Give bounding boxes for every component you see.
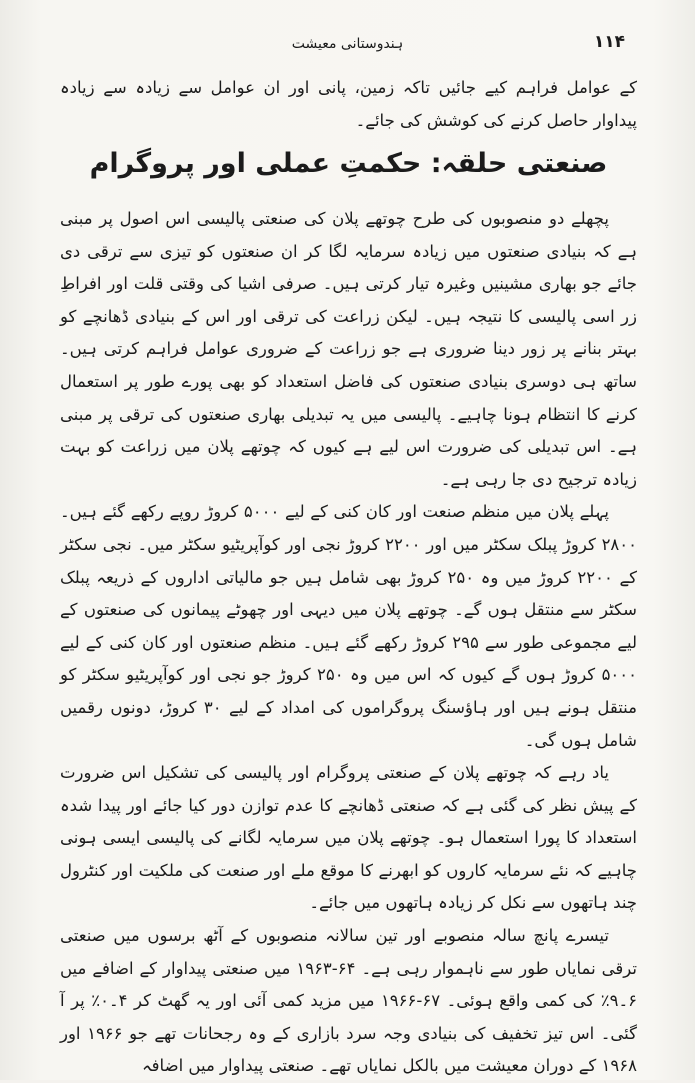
intro-text-block bbox=[60, 72, 637, 137]
paragraph-3: یاد رہے کہ چوتھے پلان کے صنعتی پروگرام اور پالیسی کی تشکیل اس ضرورت کے پیش نظر کی گئی ہے کہ صنعتی ڈھانچے کا عدم توازن دور کیا جائے اور پیدا شدہ استعداد کا پورا استعمال ہو۔ چوتھے پلان میں سرمایہ لگانے کی پالیسی ایسی ہونی چاہیے کہ نئے سرمایہ کاروں کو ابھرنے کا موقع ملے اور صنعت کی ملکیت اور کنٹرول چند ہاتھوں سے نکل کر زیادہ ہاتھوں میں جائے۔ bbox=[60, 763, 637, 913]
page-number: ۱۱۴ bbox=[593, 32, 625, 52]
section-heading: صنعتی حلقہ: حکمتِ عملی اور پروگرام bbox=[89, 148, 608, 179]
main-text-block bbox=[60, 203, 637, 1083]
running-title: ہندوستانی معیشت bbox=[291, 36, 404, 52]
paragraph-1: پچھلے دو منصوبوں کی طرح چوتھے پلان کی صنعتی پالیسی اس اصول پر مبنی ہے کہ بنیادی صنعتوں میں زیادہ سرمایہ لگا کر ان صنعتوں کو تیزی سے ترقی دی جائے جو بھاری مشینیں وغیرہ تیار کرتی ہیں۔ صرفی اشیا کی وقتی قلت اور افراطِ زر اسی پالیسی کا نتیجہ ہیں۔ لیکن زراعت کی ترقی اور اس کے بنیادی ڈھانچے کو بہتر بنانے پر زور دینا ضروری ہے جو زراعت کے ضروری عوامل فراہم کرتی ہیں۔ ساتھ ہی دوسری بنیادی صنعتوں کی فاضل استعداد کو بھی پورے طور پر استعمال کرنے کا انتظام ہونا چاہیے۔ پالیسی میں یہ تبدیلی بھاری صنعتوں کی ترقی پر مبنی ہے۔ اس تبدیلی کی ضرورت اس لیے ہے کیوں کہ چوتھے پلان میں زراعت کو بہت زیادہ ترجیح دی جا رہی ہے۔ bbox=[60, 209, 637, 489]
page-header bbox=[70, 32, 625, 60]
intro-paragraph: کے عوامل فراہم کیے جائیں تاکہ زمین، پانی اور ان عوامل سے زیادہ سے زیادہ پیداوار حاصل کرنے کی کوشش کی جائے۔ bbox=[60, 78, 637, 130]
paragraph-4: تیسرے پانچ سالہ منصوبے اور تین سالانہ منصوبوں کے آٹھ برسوں میں صنعتی ترقی نمایاں طور سے ناہموار رہی ہے۔ ۶۴-۱۹۶۳ میں صنعتی پیداوار کے اضافے میں ۶۔۹٪ کی کمی واقع ہوئی۔ ۶۷-۱۹۶۶ میں مزید کمی آئی اور یہ گھٹ کر ۴۔۰٪ پر آ گئی۔ اس تیز تخفیف کی بنیادی وجہ سرد بازاری کے وہ رجحانات تھے جو ۱۹۶۶ اور ۱۹۶۸ کے دوران معیشت میں بالکل نمایاں تھے۔ صنعتی پیداوار میں اضافہ bbox=[60, 926, 637, 1076]
paragraph-2: پہلے پلان میں منظم صنعت اور کان کنی کے لیے ۵۰۰۰ کروڑ روپے رکھے گئے ہیں۔ ۲۸۰۰ کروڑ پبلک سکٹر میں اور ۲۲۰۰ کروڑ نجی اور کوآپریٹیو سکٹر میں۔ نجی سکٹر کے ۲۲۰۰ کروڑ میں وہ ۲۵۰ کروڑ بھی شامل ہیں جو مالیاتی اداروں کے ذریعہ پبلک سکٹر سے منتقل ہوں گے۔ چوتھے پلان میں دیہی اور چھوٹے پیمانوں کی صنعتوں کے لیے مجموعی طور سے ۲۹۵ کروڑ رکھے گئے ہیں۔ منظم صنعتوں اور کان کنی کے لیے ۵۰۰۰ کروڑ ہوں گے کیوں کہ اس میں وہ ۲۵۰ کروڑ جو نجی اور کوآپریٹیو سکٹر کو منتقل ہونے ہیں اور ہاؤسنگ پروگراموں کی امداد کے لیے ۳۰ کروڑ، دونوں رقمیں شامل ہوں گی۔ bbox=[60, 502, 638, 750]
